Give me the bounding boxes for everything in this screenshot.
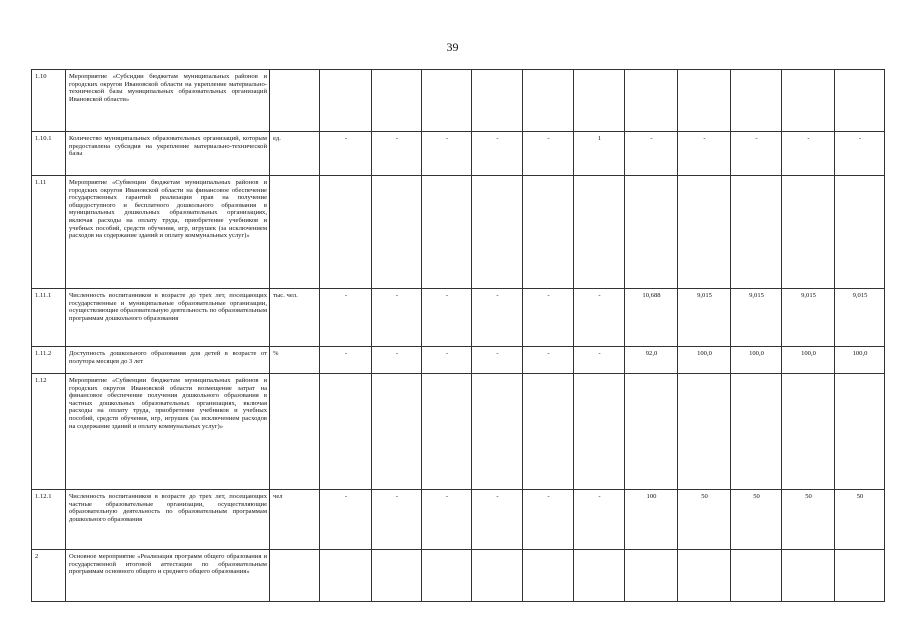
row-value-cell — [372, 374, 422, 490]
row-number: 2 — [32, 550, 66, 602]
row-description: Мероприятие «Субсидии бюджетам муниципальных районов и городских округов Ивановской области на укрепление материально-технической базы муниципальных образовательных организаций Ивановской области» — [66, 70, 270, 132]
row-value-cell: 9,015 — [678, 289, 731, 347]
row-value-cell — [625, 176, 678, 289]
row-value-cell: - — [422, 289, 472, 347]
row-value-cell: - — [574, 347, 625, 374]
row-value-cell: - — [372, 347, 422, 374]
row-description: Мероприятие «Субвенции бюджетам муниципальных районов и городских округов Ивановской области возмещение затрат на финансовое обеспечение получения дошкольного образования в частных дошкольных образовательных организациях, включая расходы на оплату труда, приобретение учебников и учебных пособий, средств обучения, игр, игрушек (за исключением расходов на содержание зданий и оплату коммунальных услуг)» — [66, 374, 270, 490]
row-value-cell — [782, 550, 835, 602]
row-value-cell: - — [574, 490, 625, 550]
row-value-cell: - — [731, 132, 782, 176]
row-value-cell: - — [320, 132, 372, 176]
row-unit — [270, 176, 320, 289]
row-value-cell: - — [472, 347, 523, 374]
row-unit — [270, 550, 320, 602]
table-row — [32, 132, 885, 176]
row-value-cell: - — [472, 289, 523, 347]
page-number: 39 — [446, 40, 459, 54]
row-value-cell: - — [523, 347, 574, 374]
row-unit — [270, 70, 320, 132]
row-value-cell — [523, 176, 574, 289]
row-value-cell: 50 — [782, 490, 835, 550]
row-value-cell: - — [523, 289, 574, 347]
row-value-cell — [574, 374, 625, 490]
row-value-cell: - — [523, 132, 574, 176]
table-row — [32, 550, 885, 602]
row-value-cell — [731, 176, 782, 289]
row-value-cell — [625, 70, 678, 132]
row-value-cell — [472, 374, 523, 490]
row-value-cell — [731, 550, 782, 602]
row-value-cell: - — [835, 132, 885, 176]
row-value-cell: - — [320, 347, 372, 374]
row-value-cell: - — [472, 132, 523, 176]
row-description: Численность воспитанников в возрасте до трех лет, посещающих государственные и муниципальные образовательные организации, осуществляющие образовательную деятельность по образовательным программам дошкольного образования — [66, 289, 270, 347]
row-value-cell: 50 — [835, 490, 885, 550]
table-row — [32, 176, 885, 289]
row-description: Численность воспитанников в возрасте до трех лет, посещающих частные образовательные организации, осуществляющие образовательную деятельность по образовательным программам дошкольного образования — [66, 490, 270, 550]
row-value-cell: - — [625, 132, 678, 176]
row-value-cell — [731, 374, 782, 490]
row-value-cell: 100,0 — [731, 347, 782, 374]
row-value-cell — [678, 374, 731, 490]
row-unit: чел — [270, 490, 320, 550]
table-row — [32, 70, 885, 132]
row-value-cell: 1 — [574, 132, 625, 176]
row-value-cell — [835, 374, 885, 490]
row-value-cell: 92,0 — [625, 347, 678, 374]
row-value-cell — [422, 176, 472, 289]
row-value-cell — [523, 550, 574, 602]
row-value-cell — [678, 550, 731, 602]
row-value-cell: 10,688 — [625, 289, 678, 347]
row-value-cell — [835, 70, 885, 132]
row-value-cell: 100 — [625, 490, 678, 550]
row-value-cell — [422, 70, 472, 132]
row-value-cell: 100,0 — [835, 347, 885, 374]
row-value-cell — [422, 374, 472, 490]
row-value-cell — [320, 70, 372, 132]
row-value-cell — [625, 374, 678, 490]
row-value-cell: - — [372, 289, 422, 347]
row-description: Доступность дошкольного образования для детей в возрасте от полутора месяцев до 3 лет — [66, 347, 270, 374]
row-number: 1.11.2 — [32, 347, 66, 374]
row-value-cell — [835, 176, 885, 289]
row-value-cell — [782, 374, 835, 490]
table-row — [32, 347, 885, 374]
row-value-cell: 50 — [731, 490, 782, 550]
table-row — [32, 289, 885, 347]
row-value-cell — [574, 70, 625, 132]
row-value-cell: 100,0 — [782, 347, 835, 374]
row-number: 1.12.1 — [32, 490, 66, 550]
row-value-cell: 9,015 — [731, 289, 782, 347]
row-value-cell — [574, 550, 625, 602]
row-unit: ед. — [270, 132, 320, 176]
row-value-cell — [472, 176, 523, 289]
row-value-cell: - — [422, 490, 472, 550]
row-value-cell — [523, 70, 574, 132]
row-unit: тыс. чел. — [270, 289, 320, 347]
row-unit — [270, 374, 320, 490]
row-value-cell: - — [472, 490, 523, 550]
row-value-cell: - — [422, 132, 472, 176]
row-value-cell: - — [320, 289, 372, 347]
row-value-cell — [782, 176, 835, 289]
row-value-cell — [372, 176, 422, 289]
row-value-cell: 9,015 — [835, 289, 885, 347]
indicator-table — [31, 69, 885, 602]
row-value-cell: - — [523, 490, 574, 550]
row-value-cell — [678, 176, 731, 289]
row-value-cell — [372, 70, 422, 132]
row-unit: % — [270, 347, 320, 374]
row-number: 1.10 — [32, 70, 66, 132]
row-number: 1.11 — [32, 176, 66, 289]
row-value-cell — [472, 550, 523, 602]
row-value-cell — [422, 550, 472, 602]
row-value-cell — [625, 550, 678, 602]
row-number: 1.12 — [32, 374, 66, 490]
row-value-cell — [472, 70, 523, 132]
row-value-cell — [731, 70, 782, 132]
row-value-cell — [835, 550, 885, 602]
row-description: Мероприятие «Субвенции бюджетам муниципальных районов и городских округов Ивановской области на финансовое обеспечение государственных гарантий реализации прав на получение общедоступного и бесплатного дошкольного образования в муниципальных дошкольных образовательных организациях, включая расходы на оплату труда, приобретение учебников и учебных пособий, средств обучения, игр, игрушек (за исключением расходов на содержание зданий и оплату коммунальных услуг)» — [66, 176, 270, 289]
row-value-cell: - — [422, 347, 472, 374]
row-value-cell: 100,0 — [678, 347, 731, 374]
row-value-cell — [574, 176, 625, 289]
row-description: Количество муниципальных образовательных организаций, которым предоставлена субсидия на укрепление материально-технической базы — [66, 132, 270, 176]
row-value-cell — [523, 374, 574, 490]
row-value-cell: - — [372, 132, 422, 176]
row-value-cell: 50 — [678, 490, 731, 550]
row-value-cell: 9,015 — [782, 289, 835, 347]
row-value-cell — [320, 550, 372, 602]
row-value-cell — [678, 70, 731, 132]
row-value-cell — [320, 374, 372, 490]
row-value-cell: - — [320, 490, 372, 550]
row-value-cell: - — [574, 289, 625, 347]
row-value-cell: - — [678, 132, 731, 176]
row-description: Основное мероприятие «Реализация программ общего образования и государственной итоговой аттестации по образовательным программам основного общего и среднего общего образования» — [66, 550, 270, 602]
row-value-cell — [320, 176, 372, 289]
row-value-cell — [372, 550, 422, 602]
table-row — [32, 374, 885, 490]
row-number: 1.11.1 — [32, 289, 66, 347]
table-row — [32, 490, 885, 550]
row-number: 1.10.1 — [32, 132, 66, 176]
row-value-cell — [782, 70, 835, 132]
row-value-cell: - — [782, 132, 835, 176]
row-value-cell: - — [372, 490, 422, 550]
